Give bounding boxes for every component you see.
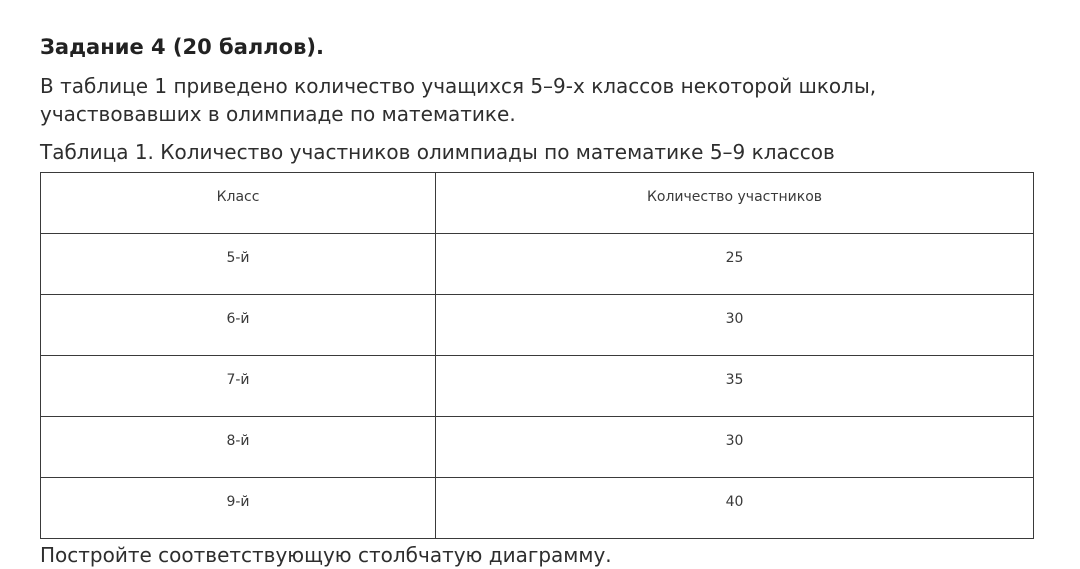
participants-table [40, 172, 1034, 539]
class-cell: 5-й [41, 234, 436, 295]
table-caption: Таблица 1. Количество участников олимпиады по математике 5–9 классов [40, 140, 835, 164]
task-instruction: Постройте соответствующую столбчатую диаграмму. [40, 543, 612, 567]
count-cell: 35 [436, 356, 1034, 417]
task-document [40, 32, 1035, 569]
class-cell: 8-й [41, 417, 436, 478]
count-cell: 25 [436, 234, 1034, 295]
count-cell: 30 [436, 417, 1034, 478]
class-cell: 6-й [41, 295, 436, 356]
task-description: В таблице 1 приведено количество учащихся 5–9-х классов некоторой школы, участвовавших в олимпиаде по математике. [40, 74, 877, 126]
header-participants: Количество участников [436, 173, 1034, 234]
table-row [41, 295, 1034, 356]
table-row [41, 234, 1034, 295]
table-header-row [41, 173, 1034, 234]
count-cell: 30 [436, 295, 1034, 356]
table-row [41, 478, 1034, 539]
class-cell: 9-й [41, 478, 436, 539]
class-cell: 7-й [41, 356, 436, 417]
table-row [41, 417, 1034, 478]
task-title: Задание 4 (20 баллов). [40, 35, 324, 59]
count-cell: 40 [436, 478, 1034, 539]
table-row [41, 356, 1034, 417]
header-class: Класс [41, 173, 436, 234]
